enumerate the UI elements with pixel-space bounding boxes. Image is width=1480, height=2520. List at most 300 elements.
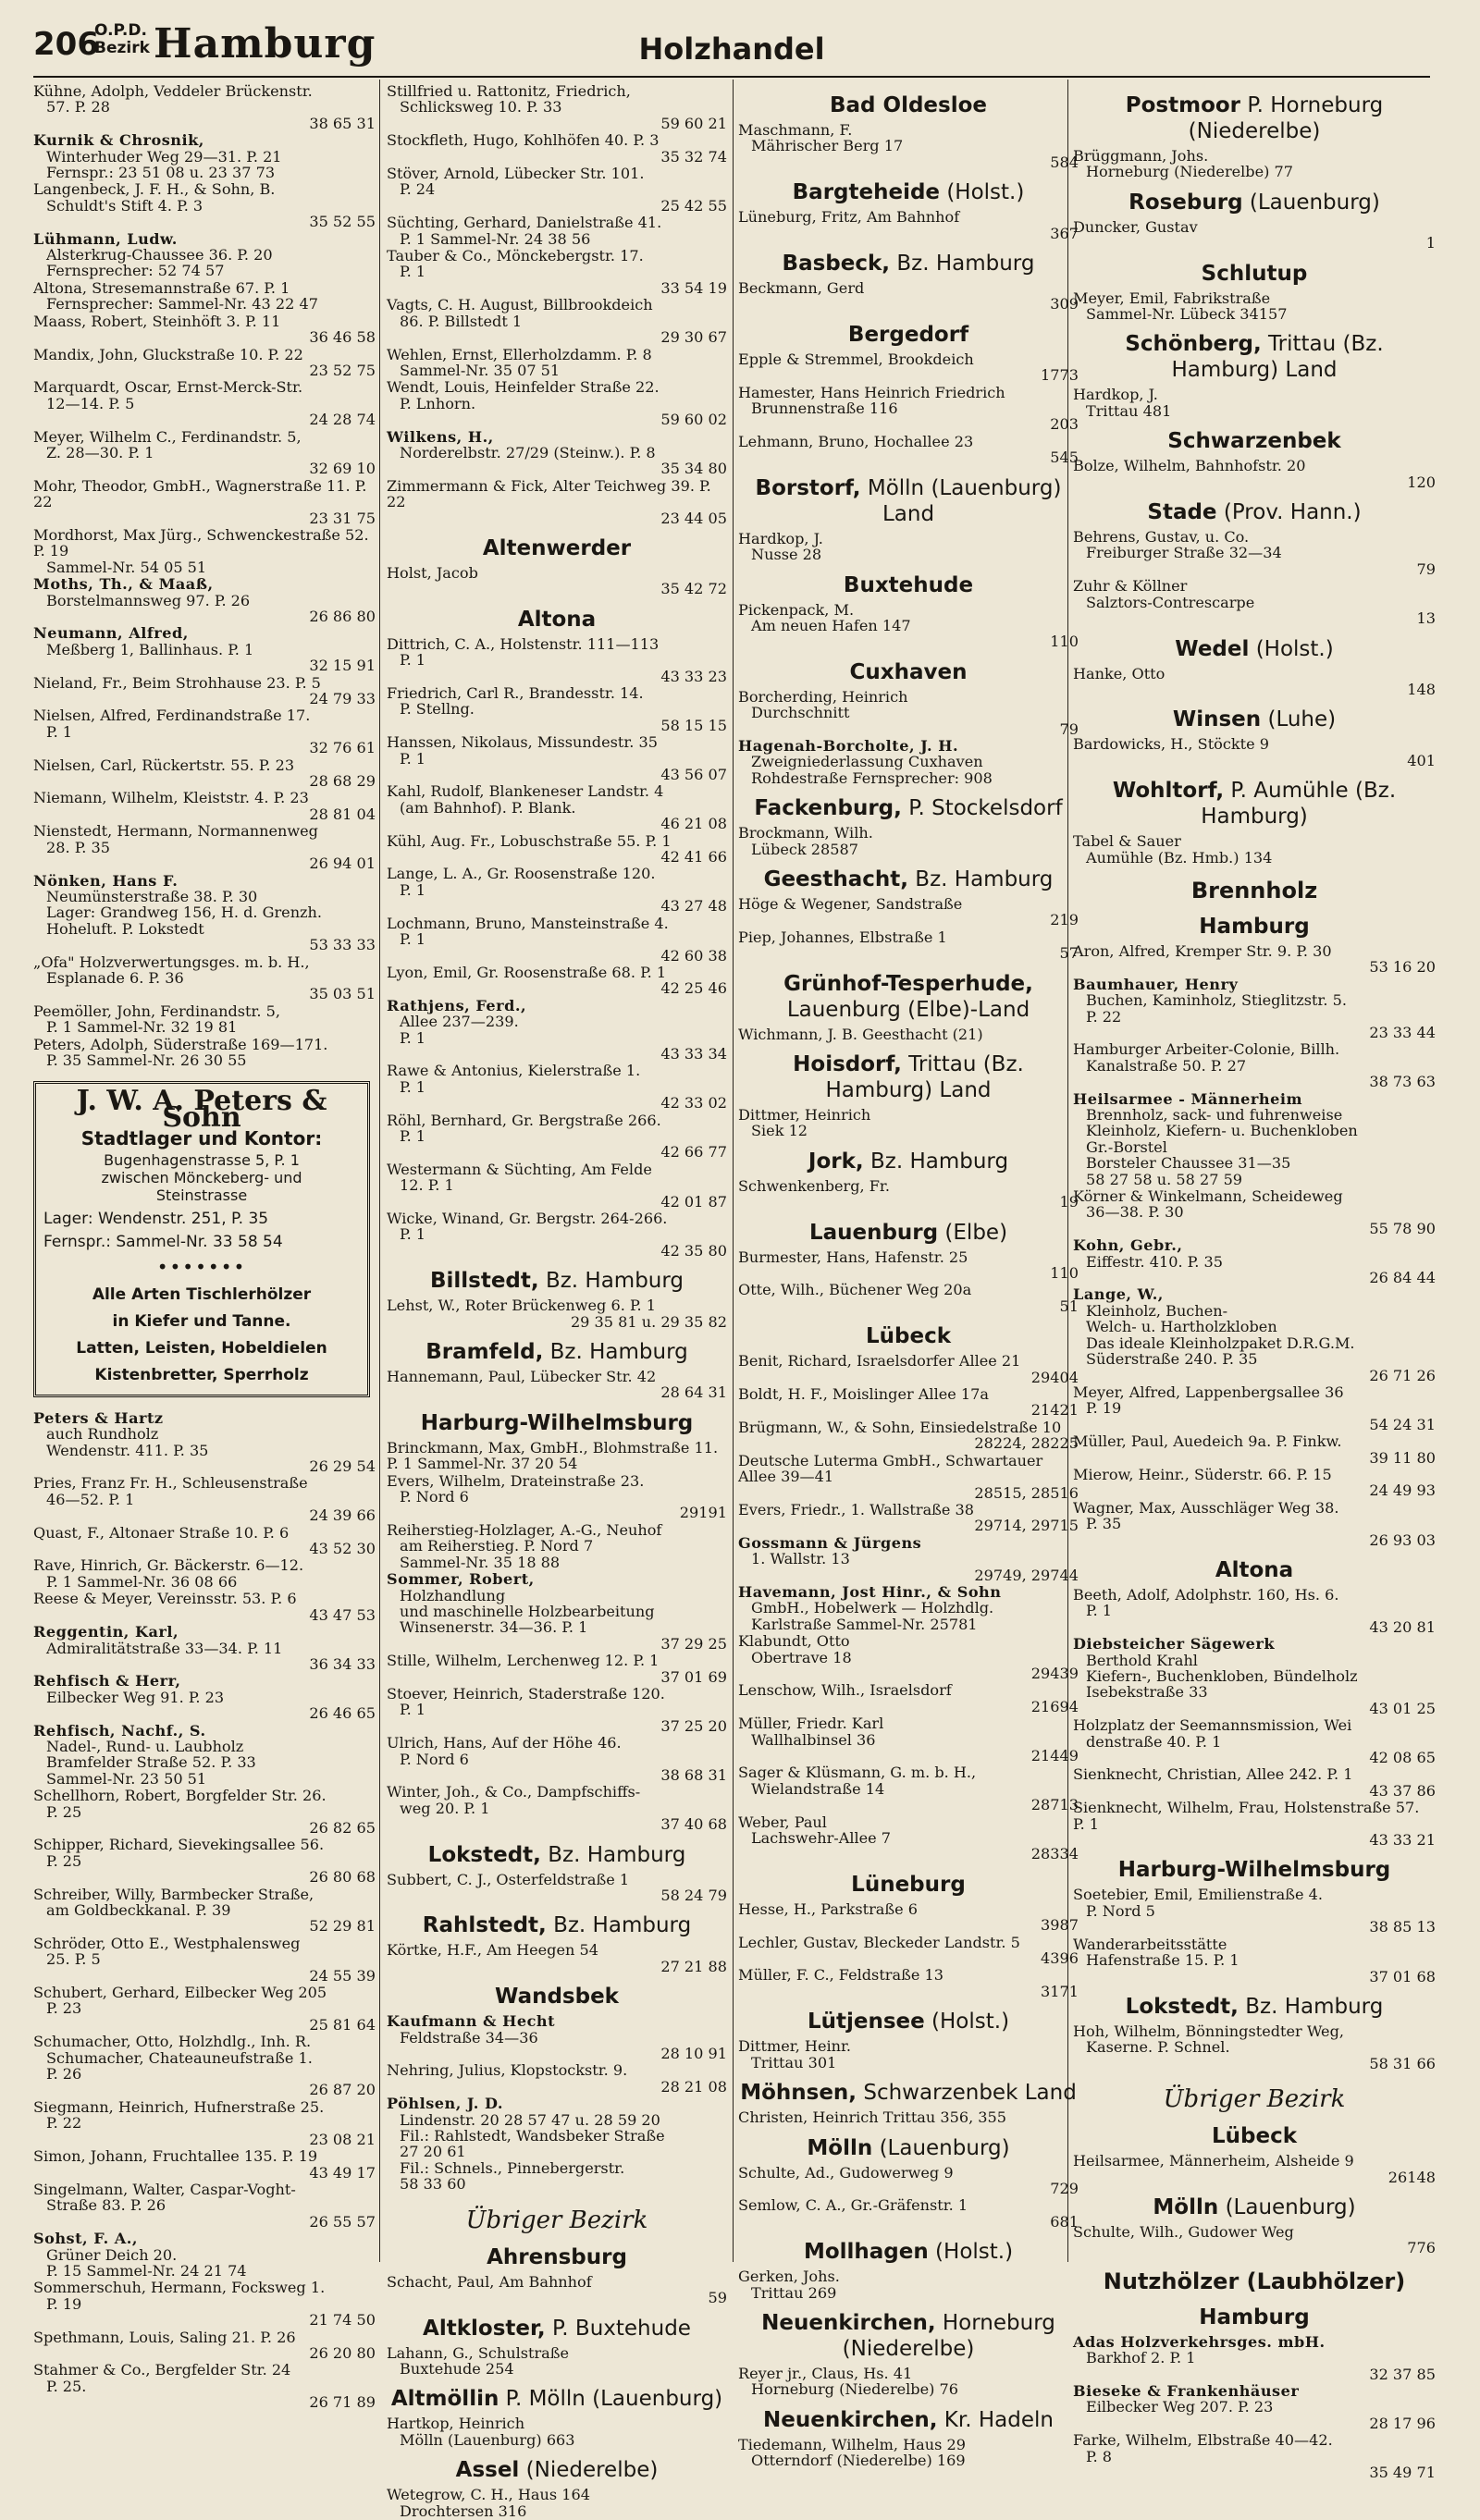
place-suffix: (Luhe) xyxy=(1267,707,1337,732)
entry-name: Stoever, Heinrich, Staderstraße 120. xyxy=(387,1684,665,1703)
phone-number: 29439 xyxy=(1030,1664,1079,1682)
place-heading xyxy=(1073,1857,1436,1883)
entry-detail: Feldstraße 34—36 xyxy=(400,2028,538,2047)
place-name: Altkloster, xyxy=(423,2316,546,2341)
phone-number: 26 20 80 xyxy=(309,2343,376,2362)
listing-entry xyxy=(33,231,376,279)
entry-name: Hesse, H., Parkstraße 6 xyxy=(738,1899,919,1918)
place-name: Basbeck, xyxy=(782,252,891,277)
place-name: Schönberg, xyxy=(1125,332,1262,357)
place-heading xyxy=(1073,914,1436,940)
place-name: Rahlstedt, xyxy=(422,1913,547,1938)
phone-number: 3987 xyxy=(1041,1916,1079,1935)
entry-detail: Otterndorf (Niederelbe) 169 xyxy=(751,2452,966,2470)
place-suffix: (Lauenburg) xyxy=(879,2135,1010,2160)
entry-detail: 58 33 60 xyxy=(400,2175,466,2194)
listing-entry xyxy=(1073,1636,1436,1716)
listing-entry xyxy=(387,734,727,782)
listing-entry xyxy=(33,347,376,379)
column-1 xyxy=(33,82,376,2412)
place-suffix: Trittau (Bz. Hamburg) Land xyxy=(825,1052,1024,1102)
entry-name: Borcherding, Heinrich xyxy=(738,687,908,706)
place-heading xyxy=(387,1842,727,1868)
entry-detail: P. 22 xyxy=(46,2114,82,2133)
entry-detail: Nusse 28 xyxy=(751,546,822,564)
entry-name: Schröder, Otto E., Westphalensweg xyxy=(33,1934,301,1952)
entry-detail: P. Stellng. xyxy=(400,700,475,719)
listing-entry xyxy=(738,122,1079,170)
phone-number: 26 29 54 xyxy=(309,1457,376,1476)
entry-name: Meyer, Wilhelm C., Ferdinandstr. 5, xyxy=(33,427,302,446)
entry-name: Hamester, Hans Heinrich Friedrich xyxy=(738,383,1005,401)
entry-name: Schulte, Ad., Gudowerweg 9 xyxy=(738,2163,954,2182)
listing-entry xyxy=(387,2274,727,2306)
place-name: Schlutup xyxy=(1201,261,1308,286)
listing-entry xyxy=(33,1003,376,1036)
place-heading xyxy=(738,1220,1079,1246)
listing-entry xyxy=(33,873,376,953)
place-name: Fackenburg, xyxy=(754,796,902,821)
listing-entry xyxy=(1073,2334,1436,2382)
entry-name: Brügmann, W., & Sohn, Einsiedelstraße 10 xyxy=(738,1418,1062,1436)
entry-name: Kahl, Rudolf, Blankeneser Landstr. 4 xyxy=(387,782,664,801)
listing-entry xyxy=(1073,1766,1436,1799)
listing-entry xyxy=(1073,1091,1436,1187)
phone-number: 28 64 31 xyxy=(660,1383,727,1402)
listing-entry xyxy=(33,1788,376,1836)
place-name: Altenwerder xyxy=(482,535,632,560)
listing-entry xyxy=(738,1715,1079,1764)
place-name: Lübeck xyxy=(865,1324,952,1349)
ad-contact-line: Fernspr.: Sammel-Nr. 33 58 54 xyxy=(43,1233,283,1251)
entry-name: Stahmer & Co., Bergfelder Str. 24 xyxy=(33,2361,291,2379)
listing-entry xyxy=(33,2182,376,2230)
entry-detail: weg 20. P. 1 xyxy=(400,1799,490,1817)
listing-entry xyxy=(387,1942,727,1974)
place-suffix: (Prov. Hann.) xyxy=(1223,500,1362,525)
entry-detail: P. 35 Sammel-Nr. 26 30 55 xyxy=(46,1051,247,1069)
phone-number: 42 25 46 xyxy=(660,979,727,998)
entry-name: Lange, L. A., Gr. Roosenstraße 120. xyxy=(387,865,656,883)
entry-detail: Horneburg (Niederelbe) 77 xyxy=(1086,163,1294,181)
entry-name: Sohst, F. A., xyxy=(33,2230,138,2248)
entry-detail: P. 1 xyxy=(1086,1602,1113,1620)
page-title: Holzhandel xyxy=(638,31,825,67)
entry-name: Höge & Wegener, Sandstraße xyxy=(738,894,963,913)
phone-number: 28 17 96 xyxy=(1369,2414,1436,2432)
place-suffix: (Holst.) xyxy=(946,180,1025,205)
entry-name: Behrens, Gustav, u. Co. xyxy=(1073,528,1250,547)
phone-number: 148 xyxy=(1407,680,1436,698)
phone-number: 39 11 80 xyxy=(1369,1448,1436,1467)
place-name: Buxtehude xyxy=(843,572,974,597)
entry-name: Moths, Th., & Maaß, xyxy=(33,575,214,594)
entry-detail: Obertrave 18 xyxy=(751,1648,852,1666)
place-suffix: Bz. Hamburg xyxy=(549,1340,688,1365)
place-heading xyxy=(387,1339,727,1365)
phone-number: 42 33 02 xyxy=(660,1094,727,1112)
entry-name: Heilsarmee, Männerheim, Alsheide 9 xyxy=(1073,2152,1354,2170)
place-name: Wohltorf, xyxy=(1112,779,1225,804)
entry-detail: P. 1 xyxy=(400,263,426,281)
entry-detail: Horneburg (Niederelbe) 76 xyxy=(751,2380,959,2399)
entry-detail: Rohdestraße Fernsprecher: 908 xyxy=(751,768,993,787)
ad-address-line: Bugenhagenstrasse 5, P. 1 xyxy=(104,1150,300,1169)
listing-entry xyxy=(33,707,376,756)
entry-detail: Kiefern-, Buchenkloben, Bündelholz xyxy=(1086,1667,1358,1685)
entry-name: Sienknecht, Christian, Allee 242. P. 1 xyxy=(1073,1765,1353,1784)
entry-name: Stille, Wilhelm, Lerchenweg 12. P. 1 xyxy=(387,1652,660,1670)
phone-number: 26 71 89 xyxy=(309,2393,376,2412)
entry-name: Bardowicks, H., Stöckte 9 xyxy=(1073,735,1269,754)
phone-number: 43 33 23 xyxy=(660,667,727,685)
place-name: Billstedt, xyxy=(429,1269,539,1294)
entry-detail: Zweigniederlassung Cuxhaven xyxy=(751,753,983,771)
opd-label: O.P.D. xyxy=(94,21,147,40)
place-heading xyxy=(387,2386,727,2412)
entry-detail: 57. P. 28 xyxy=(46,98,110,117)
entry-detail: Borsteler Chaussee 31—35 xyxy=(1086,1154,1291,1173)
listing-entry xyxy=(387,2013,727,2061)
phone-number: 37 40 68 xyxy=(660,1815,727,1834)
place-name: Harburg-Wilhelmsburg xyxy=(420,1410,694,1435)
listing-entry xyxy=(33,1887,376,1935)
phone-number: 776 xyxy=(1407,2239,1436,2257)
entry-name: Lühmann, Ludw. xyxy=(33,229,178,248)
listing-entry xyxy=(387,783,727,831)
entry-name: Maass, Robert, Steinhöft 3. P. 11 xyxy=(33,312,281,330)
entry-name: Nieland, Fr., Beim Strohhause 23. P. 5 xyxy=(33,673,321,692)
phone-number: 219 xyxy=(1050,911,1079,929)
listing-entry xyxy=(33,2034,376,2098)
phone-number: 23 31 75 xyxy=(309,509,376,527)
place-name: Hamburg xyxy=(1199,2305,1310,2329)
place-heading xyxy=(1073,92,1436,144)
entry-detail: Durchschnitt xyxy=(751,704,850,722)
entry-name: Rathjens, Ferd., xyxy=(387,996,527,1014)
entry-name: Wendt, Louis, Heinfelder Straße 22. xyxy=(387,378,660,397)
place-heading xyxy=(738,2009,1079,2034)
entry-detail: P. 22 xyxy=(1086,1007,1122,1026)
entry-detail: Am neuen Hafen 147 xyxy=(751,616,911,634)
place-name: Lokstedt, xyxy=(427,1842,541,1867)
listing-entry xyxy=(738,209,1079,241)
entry-name: Sager & Klüsmann, G. m. b. H., xyxy=(738,1764,977,1782)
phone-number: 53 16 20 xyxy=(1369,958,1436,977)
listing-entry xyxy=(387,429,727,477)
entry-name: Tauber & Co., Mönckebergstr. 17. xyxy=(387,247,644,265)
place-heading xyxy=(738,2407,1079,2433)
listing-entry xyxy=(738,1901,1079,1934)
entry-detail: P. 35 xyxy=(1086,1515,1122,1533)
listing-entry xyxy=(33,478,376,526)
phone-number: 43 01 25 xyxy=(1369,1699,1436,1717)
entry-detail: P. 1 xyxy=(400,651,426,670)
phone-number: 36 34 33 xyxy=(309,1654,376,1673)
entry-detail: Neumünsterstraße 38. P. 30 xyxy=(46,887,258,905)
entry-name: Stillfried u. Rattonitz, Friedrich, xyxy=(387,82,631,100)
listing-entry xyxy=(738,1353,1079,1385)
listing-entry xyxy=(738,434,1079,466)
entry-name: Schulte, Wilh., Gudower Weg xyxy=(1073,2222,1294,2241)
entry-name: Friedrich, Carl R., Brandesstr. 14. xyxy=(387,684,644,702)
listing-entry xyxy=(33,1525,376,1557)
place-name: Stade xyxy=(1147,500,1217,525)
listing-entry xyxy=(1073,2153,1436,2185)
place-heading xyxy=(738,659,1079,685)
listing-entry xyxy=(738,738,1079,786)
phone-number: 79 xyxy=(1059,719,1079,738)
entry-name: Wichmann, J. B. Geesthacht (21) xyxy=(738,1025,983,1043)
entry-detail: Kleinholz, Buchen- xyxy=(1086,1301,1228,1320)
entry-name: Meyer, Alfred, Lappenbergsallee 36 xyxy=(1073,1383,1344,1401)
entry-name: Vagts, C. H. August, Billbrookdeich xyxy=(387,296,653,314)
place-name: Bad Oldesloe xyxy=(830,93,987,117)
entry-detail: Holzhandlung xyxy=(400,1586,506,1604)
entry-detail: Welch- u. Hartholzkloben xyxy=(1086,1318,1277,1336)
entry-name: Peters & Hartz xyxy=(33,1408,164,1427)
entry-detail: auch Rundholz xyxy=(46,1425,159,1444)
entry-name: Havemann, Jost Hinr., & Sohn xyxy=(738,1582,1002,1601)
place-suffix: Lauenburg (Elbe)-Land xyxy=(786,997,1030,1022)
entry-detail: Berthold Krahl xyxy=(1086,1651,1198,1669)
entry-name: Maschmann, F. xyxy=(738,121,853,139)
entry-detail: Straße 83. P. 26 xyxy=(46,2196,166,2215)
phone-number: 26 87 20 xyxy=(309,2081,376,2099)
listing-entry xyxy=(1073,1433,1436,1466)
region-heading: Übriger Bezirk xyxy=(1163,2085,1346,2114)
listing-entry xyxy=(738,1420,1079,1452)
entry-detail: Kanalstraße 50. P. 27 xyxy=(1086,1056,1247,1075)
phone-number: 120 xyxy=(1407,473,1436,491)
entry-name: Schipper, Richard, Sievekingsallee 56. xyxy=(33,1836,325,1854)
place-heading xyxy=(738,971,1079,1023)
entry-detail: Wendenstr. 411. P. 35 xyxy=(46,1441,209,1459)
listing-entry xyxy=(738,602,1079,650)
listing-entry xyxy=(387,132,727,165)
entry-name: Mandix, John, Gluckstraße 10. P. 22 xyxy=(33,345,303,363)
listing-entry xyxy=(33,2099,376,2147)
entry-name: Ulrich, Hans, Auf der Höhe 46. xyxy=(387,1734,622,1752)
phone-number: 43 37 86 xyxy=(1369,1781,1436,1800)
entry-detail: Trittau 301 xyxy=(751,2053,837,2071)
phone-number: 1773 xyxy=(1041,366,1079,385)
place-name: Bramfeld, xyxy=(426,1340,544,1365)
listing-entry xyxy=(738,1814,1079,1862)
listing-entry xyxy=(33,1723,376,1788)
place-suffix: Bz. Hamburg xyxy=(896,252,1035,277)
listing-entry xyxy=(387,1297,727,1330)
listing-entry xyxy=(1073,1041,1436,1089)
phone-number: 25 81 64 xyxy=(309,2015,376,2034)
listing-entry xyxy=(738,2109,1079,2125)
place-name: Lauenburg xyxy=(808,1220,939,1245)
place-suffix: Bz. Hamburg xyxy=(545,1269,684,1294)
entry-name: Bieseke & Frankenhäuser xyxy=(1073,2381,1300,2400)
entry-detail: P. 1 Sammel-Nr. 32 19 81 xyxy=(46,1018,238,1037)
phone-number: 19 xyxy=(1059,1193,1079,1211)
place-heading xyxy=(738,572,1079,598)
listing-entry xyxy=(738,896,1079,928)
ad-subtitle: Stadtlager und Kontor: xyxy=(80,1127,323,1150)
entry-name: Piep, Johannes, Elbstraße 1 xyxy=(738,928,947,946)
listing-entry xyxy=(1073,1237,1436,1285)
entry-detail: Sammel-Nr. Lübeck 34157 xyxy=(1086,305,1288,324)
entry-detail: 27 20 61 xyxy=(400,2143,466,2161)
ad-divider: ••••••• xyxy=(156,1256,247,1279)
entry-detail: Fernsprecher: Sammel-Nr. 43 22 47 xyxy=(46,295,318,313)
phone-number: 43 49 17 xyxy=(309,2163,376,2182)
phone-number: 53 33 33 xyxy=(309,936,376,954)
listing-entry xyxy=(387,1473,727,1521)
phone-number: 24 39 66 xyxy=(309,1506,376,1525)
place-name: Schwarzenbek xyxy=(1167,429,1341,454)
entry-name: Peters, Adolph, Süderstraße 169—171. xyxy=(33,1035,328,1053)
entry-detail: P. 1 xyxy=(400,749,426,768)
phone-number: 43 56 07 xyxy=(660,766,727,784)
entry-name: Holst, Jacob xyxy=(387,563,478,582)
listing-entry xyxy=(738,1584,1079,1632)
entry-name: Schwenkenberg, Fr. xyxy=(738,1176,890,1195)
listing-entry xyxy=(387,1653,727,1685)
entry-detail: 1. Wallstr. 13 xyxy=(751,1550,850,1568)
place-heading xyxy=(738,251,1079,277)
entry-name: Röhl, Bernhard, Gr. Bergstraße 266. xyxy=(387,1111,661,1129)
entry-detail: Mölln (Lauenburg) 663 xyxy=(400,2430,575,2449)
entry-name: Deutsche Luterma GmbH., Schwartauer Allee 39—41 xyxy=(738,1451,1043,1486)
entry-detail: Das ideale Kleinholzpaket D.R.G.M. xyxy=(1086,1334,1355,1352)
place-name: Cuxhaven xyxy=(849,659,968,684)
phone-number: 3171 xyxy=(1041,1982,1079,2000)
listing-entry xyxy=(33,1936,376,1984)
entry-name: Nönken, Hans F. xyxy=(33,871,179,890)
place-suffix: Bz. Hamburg xyxy=(548,1842,686,1867)
place-name: Ahrensburg xyxy=(487,2244,627,2269)
entry-name: Kaufmann & Hecht xyxy=(387,2012,556,2031)
entry-name: Hannemann, Paul, Lübecker Str. 42 xyxy=(387,1368,657,1386)
entry-detail: Nadel-, Rund- u. Laubholz xyxy=(46,1737,244,1755)
phone-number: 32 76 61 xyxy=(309,739,376,757)
phone-number: 33 54 19 xyxy=(660,278,727,297)
place-heading xyxy=(1073,1557,1436,1583)
phone-number: 26 84 44 xyxy=(1369,1269,1436,1287)
entry-detail: Aumühle (Bz. Hmb.) 134 xyxy=(1086,848,1273,867)
place-name: Winsen xyxy=(1172,707,1262,732)
entry-name: Langenbeck, J. F. H., & Sohn, B. xyxy=(33,180,276,199)
phone-number: 28515, 28516 xyxy=(974,1483,1079,1502)
listing-entry xyxy=(738,2165,1079,2197)
listing-entry xyxy=(1073,529,1436,577)
entry-detail: 36—38. P. 30 xyxy=(1086,1203,1184,1222)
phone-number: 55 78 90 xyxy=(1369,1219,1436,1237)
entry-name: Wilkens, H., xyxy=(387,427,494,446)
phone-number: 37 01 69 xyxy=(660,1667,727,1686)
phone-number: 35 42 72 xyxy=(660,580,727,598)
entry-name: Spethmann, Louis, Saling 21. P. 26 xyxy=(33,2328,296,2346)
place-suffix: Bz. Hamburg xyxy=(915,867,1054,891)
phone-number: 29191 xyxy=(679,1504,727,1522)
listing-entry xyxy=(738,1386,1079,1419)
entry-name: Pries, Franz Fr. H., Schleusenstraße xyxy=(33,1474,308,1493)
advertisement-box xyxy=(33,1081,370,1396)
phone-number: 38 73 63 xyxy=(1369,1073,1436,1091)
place-name: Möhnsen, xyxy=(740,2081,857,2106)
entry-detail: Hafenstraße 15. P. 1 xyxy=(1086,1951,1240,1970)
place-heading xyxy=(387,1984,727,2010)
entry-name: Hardkop, J. xyxy=(738,529,823,547)
place-name: Lüneburg xyxy=(851,1872,966,1897)
entry-detail: Fil.: Schnels., Pinnebergerstr. xyxy=(400,2158,625,2177)
listing-entry xyxy=(387,866,727,914)
listing-entry xyxy=(1073,1467,1436,1499)
entry-name: Rehfisch & Herr, xyxy=(33,1672,181,1690)
entry-detail: Schuldt's Stift 4. P. 3 xyxy=(46,196,204,215)
entry-name: Duncker, Gustav xyxy=(1073,217,1198,236)
phone-number: 23 08 21 xyxy=(309,2130,376,2148)
phone-number: 29714, 29715 xyxy=(974,1517,1079,1535)
listing-entry xyxy=(33,1410,376,1475)
entry-name: Meyer, Emil, Fabrikstraße xyxy=(1073,289,1271,307)
listing-entry xyxy=(1073,387,1436,419)
entry-detail: Buchen, Kaminholz, Stieglitzstr. 5. xyxy=(1086,991,1347,1010)
listing-entry xyxy=(387,1735,727,1783)
entry-name: Weber, Paul xyxy=(738,1813,827,1831)
entry-name: Kühne, Adolph, Veddeler Brückenstr. xyxy=(33,82,313,100)
entry-detail: P. 1 xyxy=(400,1225,426,1244)
entry-name: Hoh, Wilhelm, Bönningstedter Weg, xyxy=(1073,2022,1344,2040)
phone-number: 51 xyxy=(1059,1297,1079,1315)
entry-name: Simon, Johann, Fruchtallee 135. P. 19 xyxy=(33,2147,318,2166)
entry-detail: Z. 28—30. P. 1 xyxy=(46,443,154,461)
entry-detail: Mährischer Berg 17 xyxy=(751,137,904,155)
phone-number: 59 xyxy=(708,2289,727,2307)
place-suffix: Bz. Hamburg xyxy=(1245,1994,1384,2019)
listing-entry xyxy=(387,297,727,345)
entry-name: Wetegrow, C. H., Haus 164 xyxy=(387,2486,590,2504)
listing-entry xyxy=(1073,1286,1436,1383)
listing-entry xyxy=(33,2148,376,2181)
entry-name: Schubert, Gerhard, Eilbecker Weg 205 xyxy=(33,1984,327,2002)
place-heading xyxy=(1073,261,1436,287)
entry-name: Singelmann, Walter, Caspar-Voght- xyxy=(33,2180,296,2198)
place-name: Mollhagen xyxy=(803,2240,929,2265)
place-name: Roseburg xyxy=(1128,190,1243,215)
listing-entry xyxy=(33,1624,376,1672)
phone-number: 43 33 21 xyxy=(1369,1831,1436,1850)
entry-detail: P. 23 xyxy=(46,1999,82,2018)
listing-entry xyxy=(1073,1936,1436,1985)
page-number: 206 xyxy=(33,26,99,63)
entry-detail: Wielandstraße 14 xyxy=(751,1779,885,1798)
entry-name: Reggentin, Karl, xyxy=(33,1623,179,1641)
entry-detail: P. 19 xyxy=(1086,1399,1122,1418)
place-heading xyxy=(1073,2305,1436,2330)
entry-detail: Drochtersen 316 xyxy=(400,2502,527,2520)
phone-number: 26 80 68 xyxy=(309,1868,376,1887)
entry-detail: 28. P. 35 xyxy=(46,838,110,856)
entry-detail: P. 1 Sammel-Nr. 36 08 66 xyxy=(46,1572,238,1591)
listing-entry xyxy=(33,1673,376,1721)
entry-name: Schreiber, Willy, Barmbecker Straße, xyxy=(33,1885,314,1903)
entry-detail: P. Lnhorn. xyxy=(400,394,476,412)
listing-entry xyxy=(387,2096,727,2192)
entry-name: Christen, Heinrich Trittau 356, 355 xyxy=(738,2108,1007,2127)
phone-number: 35 34 80 xyxy=(660,460,727,478)
listing-entry xyxy=(738,2366,1079,2398)
place-heading xyxy=(738,867,1079,892)
place-name: Bergedorf xyxy=(847,322,969,347)
place-heading xyxy=(387,2316,727,2342)
